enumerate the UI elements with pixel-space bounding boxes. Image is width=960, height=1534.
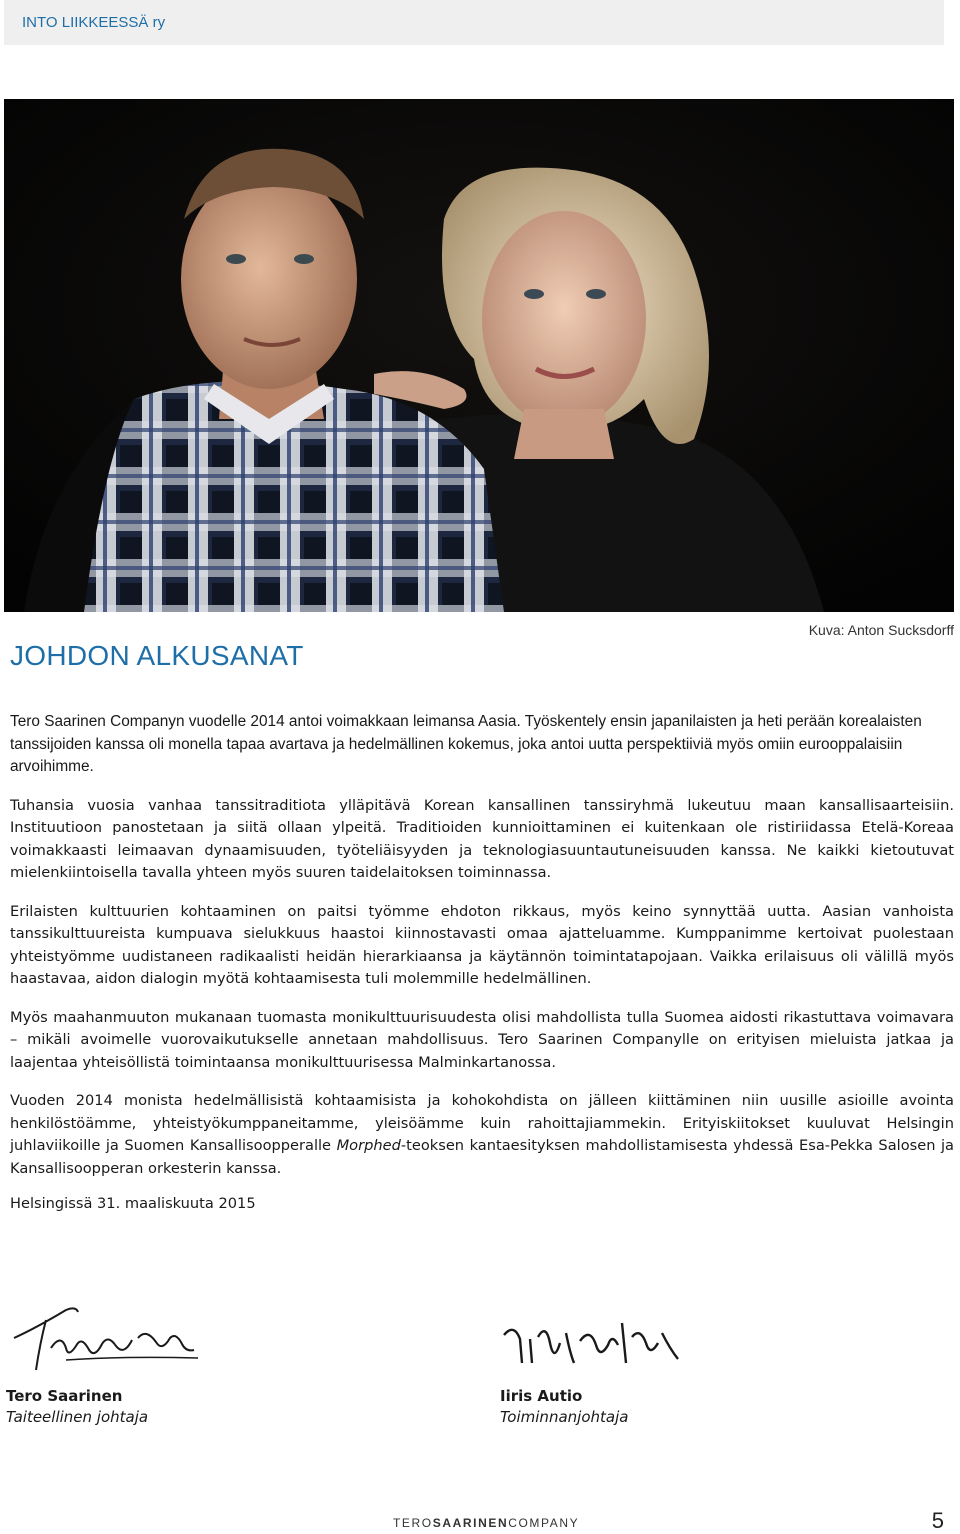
body-text [10, 711, 954, 1196]
photo-credit: Kuva: Anton Sucksdorff [808, 622, 954, 638]
paragraph-5-work-title: Morphed [336, 1137, 401, 1154]
page-number: 5 [931, 1508, 944, 1533]
place-date: Helsingissä 31. maaliskuuta 2015 [10, 1195, 256, 1212]
signature-iiris-autio [500, 1313, 690, 1378]
signature-tero-saarinen [6, 1298, 206, 1383]
signer-2 [500, 1386, 628, 1428]
signer-1-name: Tero Saarinen [6, 1387, 123, 1405]
paragraph-1: Tero Saarinen Companyn vuodelle 2014 antoi voimakkaan leimansa Aasia. Työskentely ensin japanilaisten ja heti perään korealaisten tanssijoiden kanssa oli monella tapaa avartava ja hedelmällinen kokemus, joka antoi uutta perspektiiviä myös omiin eurooppalaisiin arvoihimme. [10, 713, 922, 775]
logo-part-3: COMPANY [508, 1516, 580, 1530]
signer-2-name: Iiris Autio [500, 1387, 583, 1405]
signer-1 [6, 1386, 148, 1428]
signer-2-role: Toiminnanjohtaja [500, 1408, 629, 1426]
logo-part-1: TERO [393, 1516, 433, 1530]
logo-part-2: SAARINEN [432, 1516, 509, 1530]
paragraph-5-before: Vuoden 2014 monista hedelmällisistä kohtaamisista ja kohokohdista on jälleen kiittäminen niin uusille asioille avointa henkilöstöämme, yhteistyökumppaneitamme, yleisöämme kuin rahoittajiammekin. Erityiskiitokset kuuluvat Helsingin juhlaviikoille ja Suomen Kansallisoopperalle [10, 1092, 954, 1154]
paragraph-5 [10, 1090, 954, 1180]
portrait-photo-illustration [4, 99, 954, 612]
header-bar [4, 0, 944, 45]
paragraph-4: Myös maahanmuuton mukanaan tuomasta monikulttuurisuudesta olisi mahdollista tulla Suomea aidosti rikastuttava voimavara – mikäli avoimelle vuorovaikutukselle annetaan mahdollisuus. Tero Saarinen Companylle on erityisen mieluista jatkaa ja laajentaa yhteisöllistä toimintaansa monikulttuurisessa Malminkartanossa. [10, 1008, 954, 1071]
page-heading: JOHDON ALKUSANAT [10, 640, 304, 671]
paragraph-5-after: -teoksen kantaesityksen mahdollistamisesta yhdessä Esa-Pekka Salosen ja Kansallisoopperan orkesterin kanssa. [10, 1137, 955, 1177]
paragraph-2: Tuhansia vuosia vanhaa tanssitraditiota ylläpitävä Korean kansallinen tanssiryhmä lukeutuu maan kansallisaarteisiin. Instituutioon panostetaan ja siitä ollaan ylpeitä. Traditioiden kunnioittaminen ei kuitenkaan ole ristiriidassa Etelä-Koreaa voimakkaasti leimaavan dynaamisuuden, työteliäisyyden ja teknologiasuuntautuneisuuden kanssa. Ne kaikki kietoutuvat mielenkiintoisella tavalla yhteen myös suuren taidelaitoksen toiminnassa. [10, 796, 954, 881]
paragraph-3: Erilaisten kulttuurien kohtaaminen on paitsi työmme ehdoton rikkaus, myös keino synnyttää uutta. Aasian vanhoista tanssikulttuureista kumpuava sielukkuus haastoi kiinnostavasti omaa ajatteluamme. Kumppanimme kertoivat puolestaan yhteistyömme uudistaneen radikaalisti heidän hierarkiaansa ja käytännön toimintatapojaan. Vaikka erilaisuus oli välillä myös haastavaa, aidon dialogin myötä kohtaamisesta tuli molemmille hedelmällinen. [10, 902, 954, 987]
portrait-photo [4, 99, 954, 612]
organization-title: INTO LIIKKEESSÄ ry [22, 14, 166, 31]
company-logo [393, 1516, 579, 1530]
signer-1-role: Taiteellinen johtaja [6, 1408, 149, 1426]
